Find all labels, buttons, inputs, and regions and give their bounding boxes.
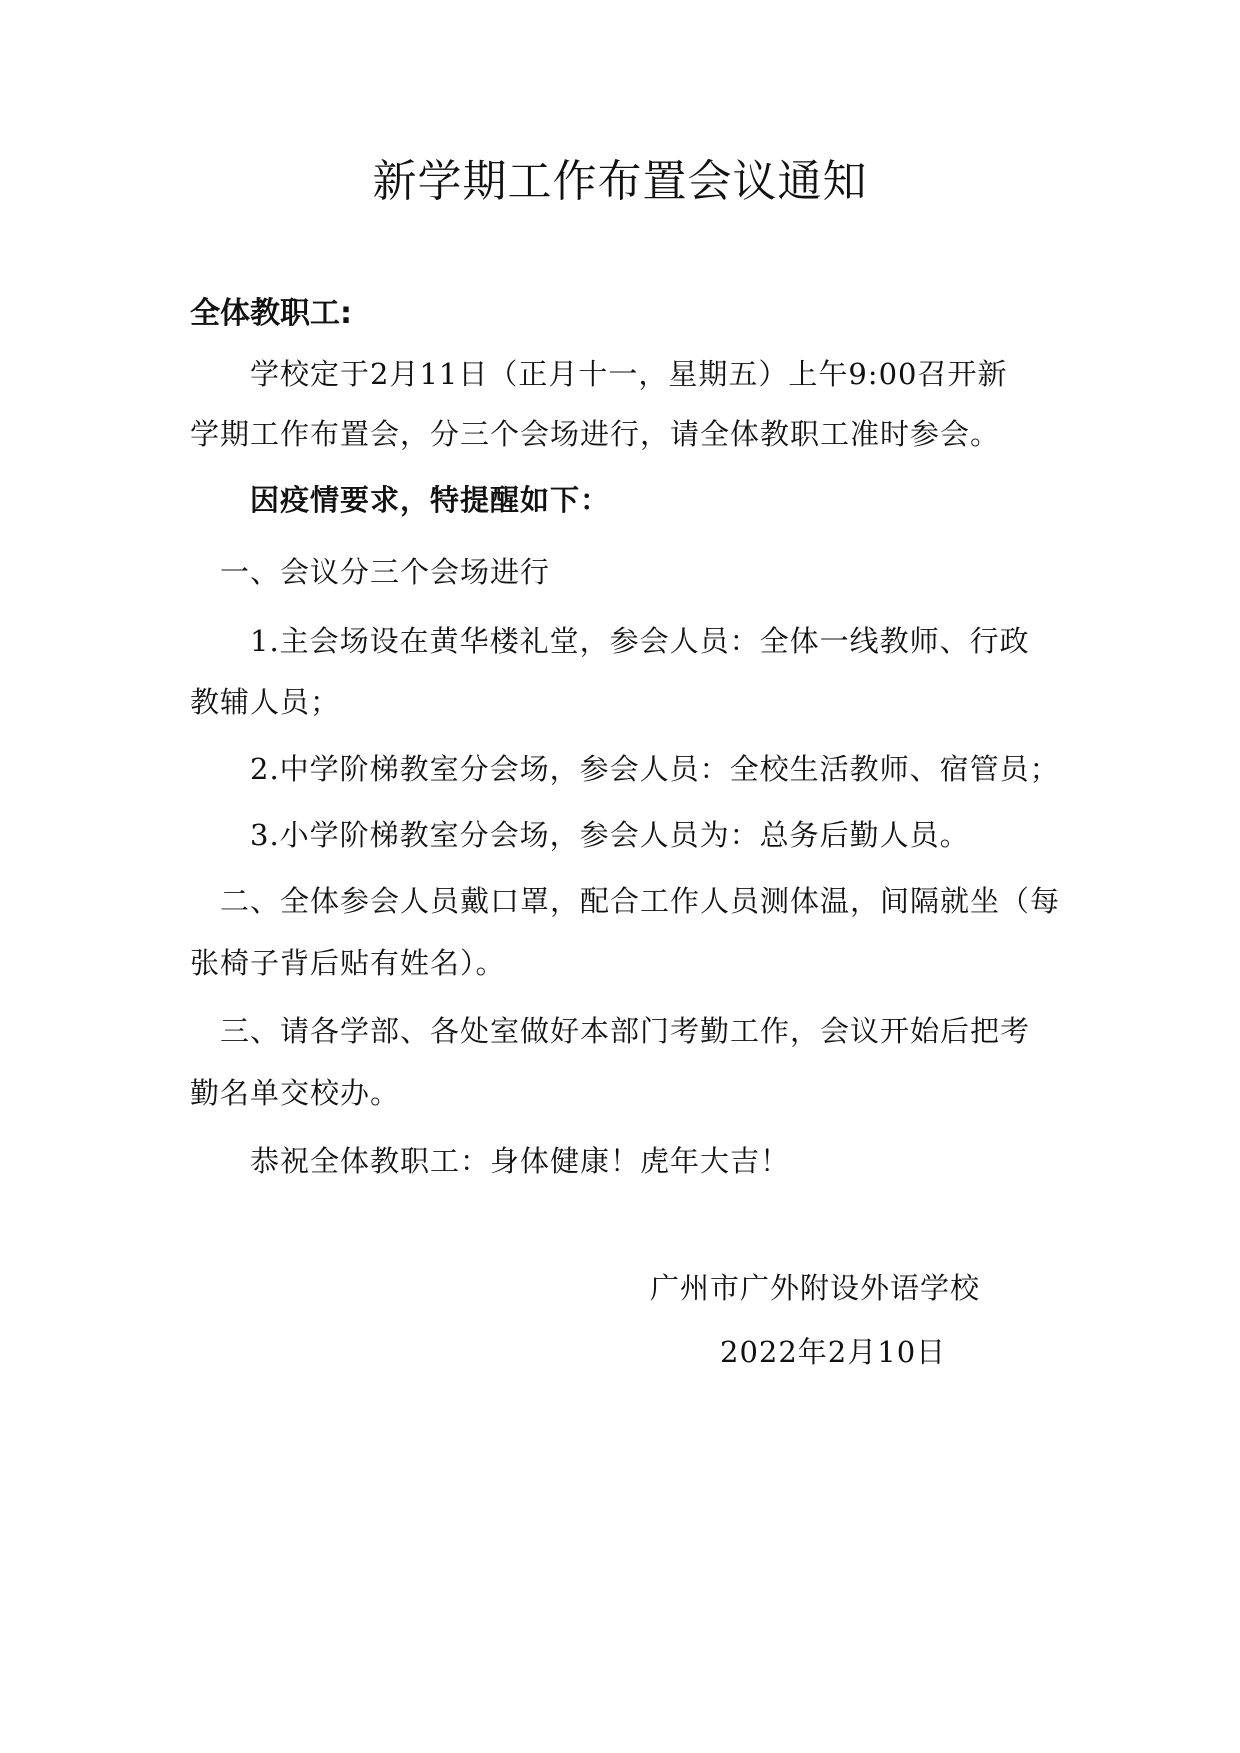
greeting-line: 恭祝全体教职工：身体健康！虎年大吉！: [250, 1144, 791, 1178]
item-three-line-2: 勤名单交校办。: [190, 1076, 401, 1110]
item-two-line-1: 二、全体参会人员戴口罩，配合工作人员测体温，间隔就坐（每: [220, 884, 1061, 918]
signature-organization: 广州市广外附设外语学校: [650, 1271, 981, 1305]
reminder-heading: 因疫情要求，特提醒如下：: [250, 483, 611, 517]
item-two-line-2: 张椅子背后贴有姓名）。: [190, 946, 506, 980]
signature-date: 2022年2月10日: [720, 1335, 947, 1369]
venue-3-line: 3.小学阶梯教室分会场，参会人员为：总务后勤人员。: [250, 818, 970, 852]
intro-line-2: 学期工作布置会，分三个会场进行，请全体教职工准时参会。: [190, 417, 1001, 451]
page-title: 新学期工作布置会议通知: [372, 156, 868, 207]
intro-line-1: 学校定于2月11日（正月十一，星期五）上午9:00召开新: [250, 357, 1008, 391]
venue-1-line-2: 教辅人员；: [190, 685, 341, 719]
item-one: 一、会议分三个会场进行: [220, 555, 551, 589]
venue-2-line: 2.中学阶梯教室分会场，参会人员：全校生活教师、宿管员；: [250, 752, 1060, 786]
item-three-line-1: 三、请各学部、各处室做好本部门考勤工作，会议开始后把考: [220, 1014, 1031, 1048]
venue-1-line-1: 1.主会场设在黄华楼礼堂，参会人员：全体一线教师、行政: [250, 624, 1030, 658]
salutation: 全体教职工:: [190, 296, 352, 331]
